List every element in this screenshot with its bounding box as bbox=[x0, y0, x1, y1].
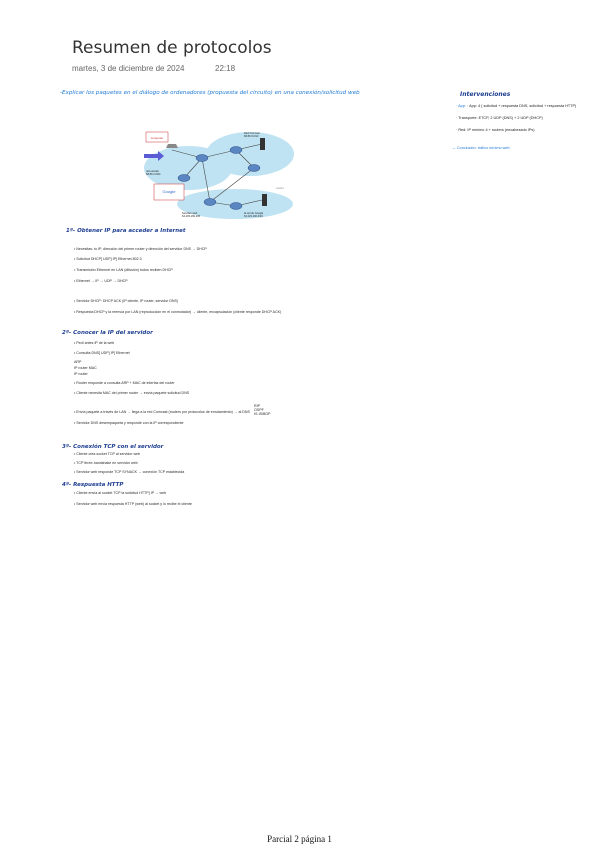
google-net-addr: 64.233.160.0/19 bbox=[244, 215, 263, 218]
section-line: IP router bbox=[74, 372, 88, 376]
comcast-label: Red Comcast bbox=[244, 132, 260, 135]
section-line: • TCP three-handshake en servidor web bbox=[74, 461, 138, 465]
sidebar-conclusion: → Conclusión: tráfico mínimo web bbox=[452, 146, 510, 150]
google-box-label: Google bbox=[162, 189, 176, 194]
bracket-item: IS-IS/BGP bbox=[254, 412, 271, 416]
section-heading: 3º- Conexión TCP con el servidor bbox=[62, 444, 164, 450]
section-line: ARP bbox=[74, 360, 82, 364]
webserver-label: Servidor web bbox=[182, 212, 198, 215]
section-line: • Cliente envía al socket TCP la solicitud HTTP] IP → web bbox=[74, 491, 167, 495]
sidebar-item bbox=[452, 145, 510, 151]
sidebar-item-transport: · Transporte: ETCP, 2 UDP (DNS) + 2 UDP (DHCP) bbox=[456, 116, 543, 120]
router-icon bbox=[178, 175, 190, 182]
router-icon bbox=[196, 155, 208, 162]
bracket-item: OSPF bbox=[254, 408, 264, 412]
section-line: • Transmisión Ethernet en LAN (difusión) todos reciben DHCP bbox=[74, 268, 173, 272]
section-line: • Cliente crea socket TCP al servidor web bbox=[74, 452, 141, 456]
sidebar-item-network: · Red: IP mínimo 4 + routers (encabezado IPs) bbox=[456, 128, 535, 132]
section-line: • Respuesta DHCP y la reenvía por LAN (reproducción en el conmutador) → cliente, encapsulación (cliente responde DHCP ACK) bbox=[74, 310, 282, 314]
google-server-icon bbox=[262, 194, 267, 206]
section-line: • Cliente necesita MAC del primer router → envía paquete solicitud DNS bbox=[74, 391, 190, 395]
section-line: • Servidor DNS desempaqueta y responde con la IP correspondiente bbox=[74, 421, 184, 425]
sidebar-item: · App: · App: 4 ( solicitud + respuesta DNS, solicitud + respuesta HTTP) bbox=[456, 104, 577, 108]
bracket-item: RIP bbox=[254, 404, 260, 408]
page-date: martes, 3 de diciembre de 2024 bbox=[72, 64, 185, 73]
sidebar-heading: Intervenciones bbox=[460, 91, 511, 98]
diagram-corner-label: router bbox=[276, 186, 284, 190]
intro-line: -Explicar los paquetes en el diálogo de ordenadores (propuesta del circuito) en una conexión/solicitud web bbox=[60, 90, 360, 96]
section-line: • Servidor DHCP: DHCP ACK (IP cliente, IP router, servidor DNS) bbox=[74, 299, 179, 303]
page-footer: Parcial 2 página 1 bbox=[267, 834, 332, 844]
router-icon bbox=[204, 199, 216, 206]
sidebar-item bbox=[456, 115, 543, 121]
section-line: • Router responde a consulta ARP + MAC de interfaz del router bbox=[74, 381, 175, 385]
section-line: • Ethernet → IP → UDP → DHCP bbox=[74, 279, 128, 283]
router-icon bbox=[248, 165, 260, 172]
section-line: • Solicitud DHCP] UDP] IP] Ethernet 802.3 bbox=[74, 257, 142, 261]
network-diagram bbox=[140, 128, 300, 220]
laptop-box-label: computer bbox=[150, 136, 164, 140]
school-net-addr: 68.80.2.0/24 bbox=[146, 173, 161, 176]
sidebar-item bbox=[456, 127, 535, 133]
page-time: 22:18 bbox=[215, 64, 236, 73]
router-icon bbox=[230, 147, 242, 154]
google-net-label: la red de Google bbox=[244, 212, 264, 215]
section-heading: 2º- Conocer la IP del servidor bbox=[62, 330, 153, 336]
sidebar-item-app: · App: 4 ( solicitud + respuesta DNS, solicitud + respuesta HTTP) bbox=[466, 104, 577, 108]
laptop-icon bbox=[166, 144, 178, 148]
webserver-addr: 64.233.169.105 bbox=[182, 215, 201, 218]
section-line: • Pedí antes IP de la web bbox=[74, 341, 115, 345]
section-heading: 1º- Obtener IP para acceder a Internet bbox=[66, 228, 186, 234]
dns-server-icon bbox=[260, 138, 265, 150]
section-line: • Consulta DNS] UDP] IP] Ethernet bbox=[74, 351, 130, 355]
school-net-label: red escolar bbox=[146, 170, 159, 173]
router-icon bbox=[230, 203, 242, 210]
page-title: Resumen de protocolos bbox=[72, 38, 272, 58]
section-line: • Servidor web responde TCP SYNACK → conexión TCP establecida bbox=[74, 470, 185, 474]
section-line: • Necesitas: tu IP, dirección del primer router y dirección del servidor DNS → DHCP bbox=[74, 247, 207, 251]
comcast-addr: 68.80.0.0/13 bbox=[244, 135, 259, 138]
section-line: • Servidor web envía respuesta HTTP (web) al socket y lo recibe el cliente bbox=[74, 502, 192, 506]
routing-protocols-bracket bbox=[254, 404, 271, 416]
section-heading: 4º- Respuesta HTTP bbox=[62, 482, 124, 488]
section-line: • Envía paquete a través de LAN → llega a la red Comcast (routers por protocolos de enrutamiento) → al DNS bbox=[74, 410, 250, 414]
section-line: IP router MAC bbox=[74, 366, 97, 370]
